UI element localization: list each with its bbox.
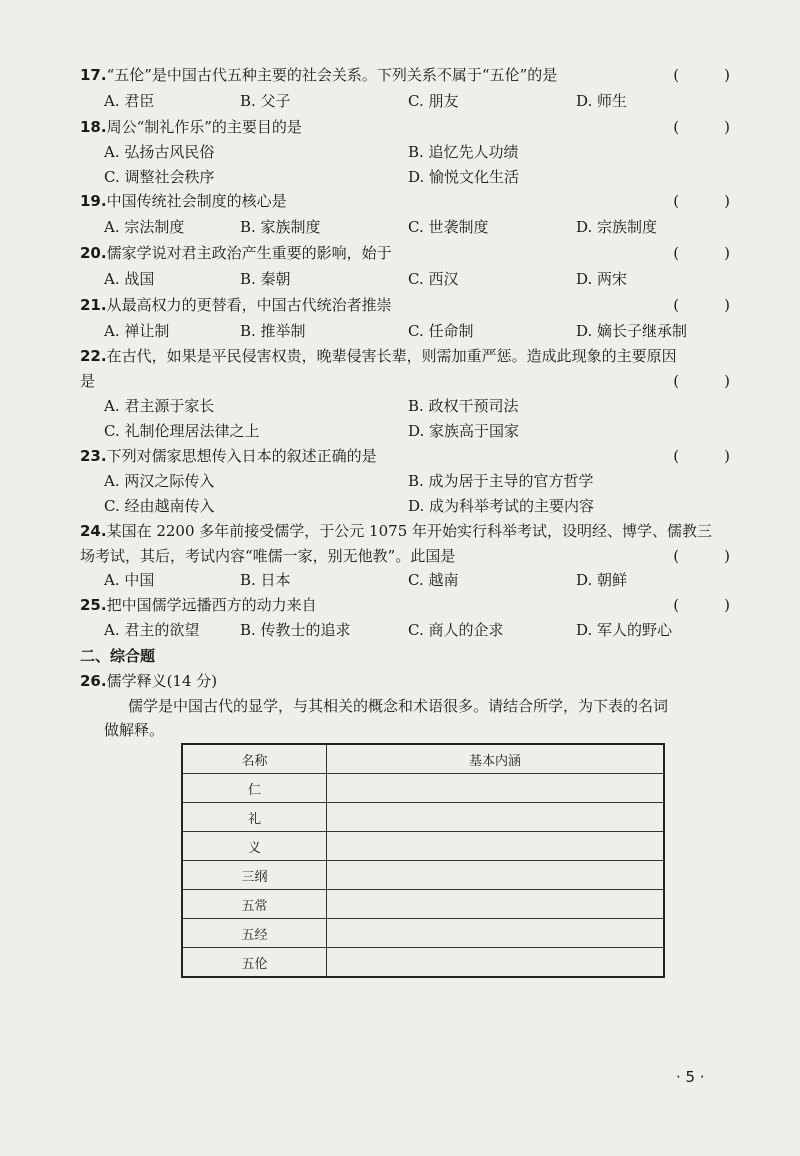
question-stem: 儒家学说对君主政治产生重要的影响，始于 [106, 244, 392, 262]
answer-cell[interactable] [327, 948, 665, 978]
answer-blank[interactable]: ( ) [673, 66, 730, 84]
option-c[interactable]: C. 朋友 [408, 92, 459, 110]
answer-blank[interactable]: ( ) [673, 296, 730, 314]
options-18 [104, 141, 744, 167]
question-number: 22. [80, 347, 107, 365]
answer-blank[interactable]: ( ) [673, 244, 730, 262]
term-cell: 仁 [182, 774, 327, 803]
answer-blank[interactable]: ( ) [673, 447, 730, 465]
option-a[interactable]: A. 中国 [104, 571, 155, 589]
option-a[interactable]: A. 君主的欲望 [104, 621, 200, 639]
table-row [182, 890, 664, 919]
question-stem-continued: 场考试，其后，考试内容“唯儒一家，别无他教”。此国是 [80, 547, 456, 565]
option-a[interactable]: A. 战国 [104, 270, 155, 288]
options-17 [104, 90, 744, 116]
question-19 [80, 190, 740, 216]
option-a[interactable]: A. 弘扬古风民俗 [104, 143, 215, 161]
table-row [182, 803, 664, 832]
question-24 [80, 520, 740, 546]
question-stem: 把中国儒学远播西方的动力来自 [106, 596, 317, 614]
question-stem: 下列对儒家思想传入日本的叙述正确的是 [106, 447, 377, 465]
question-stem: 周公“制礼作乐”的主要目的是 [106, 118, 302, 136]
question-stem: 从最高权力的更替看，中国古代统治者推崇 [106, 296, 392, 314]
option-c[interactable]: C. 调整社会秩序 [104, 168, 215, 186]
table-row [182, 948, 664, 978]
options-24 [104, 569, 744, 595]
section-title: 二、综合题 [80, 647, 156, 665]
term-cell: 五经 [182, 919, 327, 948]
question-stem: 在古代，如果是平民侵害权贵，晚辈侵害长辈，则需加重严惩。造成此现象的主要原因 [106, 347, 677, 365]
option-c[interactable]: C. 世袭制度 [408, 218, 489, 236]
options-21 [104, 320, 744, 346]
option-c[interactable]: C. 商人的企求 [408, 621, 504, 639]
question-22-line2 [80, 370, 740, 396]
question-number: 19. [80, 192, 107, 210]
term-cell: 三纲 [182, 861, 327, 890]
table-row [182, 861, 664, 890]
question-22 [80, 345, 740, 371]
option-b[interactable]: B. 追忆先人功绩 [408, 143, 519, 161]
table-row [182, 919, 664, 948]
option-b[interactable]: B. 成为居于主导的官方哲学 [408, 472, 594, 490]
question-number: 18. [80, 118, 107, 136]
instruction-text: 儒学是中国古代的显学，与其相关的概念和术语很多。请结合所学，为下表的名词 [128, 697, 669, 715]
option-b[interactable]: B. 家族制度 [240, 218, 321, 236]
option-b[interactable]: B. 传教士的追求 [240, 621, 351, 639]
options-19 [104, 216, 744, 242]
answer-blank[interactable]: ( ) [673, 118, 730, 136]
option-d[interactable]: D. 愉悦文化生活 [408, 168, 520, 186]
option-d[interactable]: D. 两宋 [576, 270, 628, 288]
option-d[interactable]: D. 军人的野心 [576, 621, 673, 639]
option-d[interactable]: D. 成为科举考试的主要内容 [408, 497, 595, 515]
option-a[interactable]: A. 宗法制度 [104, 218, 185, 236]
question-title: 儒学释义(14 分) [106, 672, 218, 690]
question-number: 26. [80, 672, 107, 690]
options-23 [104, 470, 744, 496]
option-d[interactable]: D. 宗族制度 [576, 218, 658, 236]
table-row [182, 774, 664, 803]
question-number: 21. [80, 296, 107, 314]
option-b[interactable]: B. 推举制 [240, 322, 306, 340]
answer-blank[interactable]: ( ) [673, 192, 730, 210]
question-20 [80, 242, 740, 268]
option-d[interactable]: D. 朝鲜 [576, 571, 628, 589]
header-meaning: 基本内涵 [327, 744, 665, 774]
term-cell: 五常 [182, 890, 327, 919]
option-c[interactable]: C. 礼制伦理居法律之上 [104, 422, 260, 440]
option-a[interactable]: A. 君臣 [104, 92, 155, 110]
question-number: 17. [80, 66, 107, 84]
option-a[interactable]: A. 君主源于家长 [104, 397, 215, 415]
answer-blank[interactable]: ( ) [673, 596, 730, 614]
question-number: 24. [80, 522, 107, 540]
header-name: 名称 [182, 744, 327, 774]
option-d[interactable]: D. 师生 [576, 92, 628, 110]
option-b[interactable]: B. 秦朝 [240, 270, 291, 288]
option-b[interactable]: B. 父子 [240, 92, 291, 110]
term-cell: 义 [182, 832, 327, 861]
question-stem: “五伦”是中国古代五种主要的社会关系。下列关系不属于“五伦”的是 [106, 66, 558, 84]
options-22 [104, 395, 744, 421]
option-c[interactable]: C. 经由越南传入 [104, 497, 215, 515]
definitions-table [181, 743, 665, 978]
option-b[interactable]: B. 日本 [240, 571, 291, 589]
table-header-row [182, 744, 664, 774]
answer-cell[interactable] [327, 919, 665, 948]
option-a[interactable]: A. 两汉之际传入 [104, 472, 215, 490]
table-row [182, 832, 664, 861]
options-23b [104, 495, 744, 521]
options-22b [104, 420, 744, 446]
page-number: · 5 · [676, 1068, 705, 1086]
options-18b [104, 166, 744, 192]
question-number: 20. [80, 244, 107, 262]
question-23 [80, 445, 740, 471]
answer-cell[interactable] [327, 774, 665, 803]
options-20 [104, 268, 744, 294]
instruction-text-continued: 做解释。 [104, 721, 165, 739]
term-cell: 礼 [182, 803, 327, 832]
term-cell: 五伦 [182, 948, 327, 978]
answer-cell[interactable] [327, 861, 665, 890]
question-stem: 某国在 2200 多年前接受儒学，于公元 1075 年开始实行科举考试，设明经、博学、儒教三 [106, 522, 713, 540]
question-26 [80, 670, 740, 696]
options-25 [104, 619, 744, 645]
option-a[interactable]: A. 禅让制 [104, 322, 170, 340]
option-c[interactable]: C. 西汉 [408, 270, 459, 288]
option-d[interactable]: D. 嫡长子继承制 [576, 322, 688, 340]
question-18 [80, 116, 740, 142]
question-stem: 中国传统社会制度的核心是 [106, 192, 287, 210]
option-c[interactable]: C. 任命制 [408, 322, 474, 340]
question-24-line2 [80, 545, 740, 571]
answer-blank[interactable]: ( ) [673, 547, 730, 565]
question-number: 25. [80, 596, 107, 614]
answer-cell[interactable] [327, 803, 665, 832]
answer-blank[interactable]: ( ) [673, 372, 730, 390]
question-21 [80, 294, 740, 320]
question-stem-continued: 是 [80, 372, 96, 390]
option-c[interactable]: C. 越南 [408, 571, 459, 589]
question-25 [80, 594, 740, 620]
option-b[interactable]: B. 政权干预司法 [408, 397, 519, 415]
answer-cell[interactable] [327, 832, 665, 861]
answer-cell[interactable] [327, 890, 665, 919]
question-17 [80, 64, 740, 90]
option-d[interactable]: D. 家族高于国家 [408, 422, 520, 440]
question-number: 23. [80, 447, 107, 465]
